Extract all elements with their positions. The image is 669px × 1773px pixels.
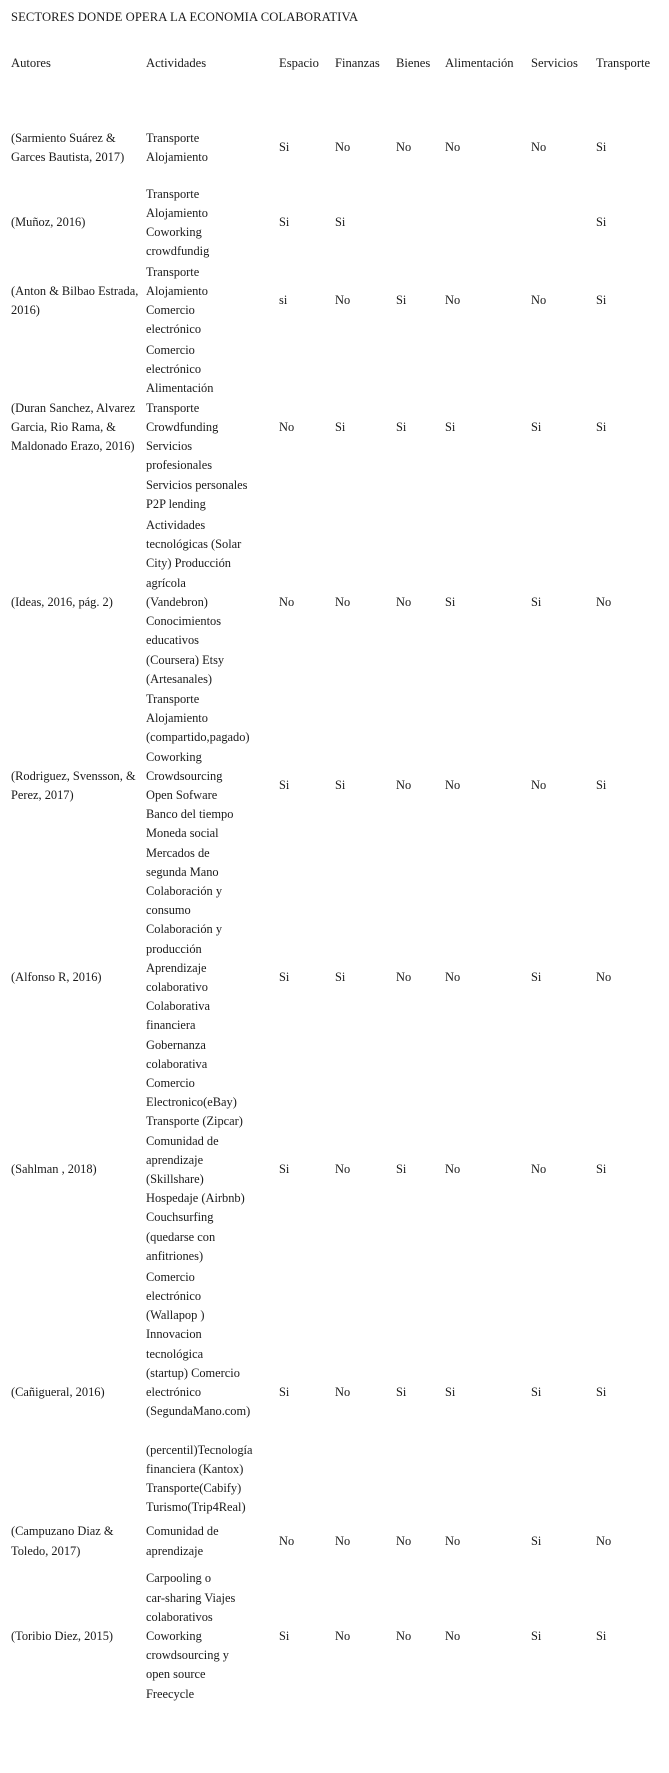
table-row <box>11 340 662 515</box>
servicios-cell: Si <box>531 1384 542 1399</box>
finanzas-cell: No <box>335 1162 351 1177</box>
espacio-cell: No <box>279 419 295 434</box>
author-cell: (Muñoz, 2016) <box>11 215 86 230</box>
alimentacion-cell: No <box>445 778 461 793</box>
sectors-table <box>11 56 662 1709</box>
alimentacion-cell: No <box>445 970 461 985</box>
finanzas-cell: No <box>335 140 351 155</box>
transporte-cell: Si <box>596 140 607 155</box>
finanzas-cell: Si <box>335 970 346 985</box>
servicios-cell <box>531 184 596 262</box>
transporte-cell: Si <box>596 778 607 793</box>
transporte-cell: Si <box>596 215 607 230</box>
servicios-cell: Si <box>531 1533 542 1548</box>
bienes-cell: No <box>396 1533 412 1548</box>
activities-cell: Transporte Alojamiento Coworking crowdfundig <box>146 186 210 259</box>
espacio-cell: No <box>279 594 295 609</box>
transporte-cell: No <box>596 594 612 609</box>
author-cell: (Alfonso R, 2016) <box>11 970 102 985</box>
bienes-cell: No <box>396 1628 412 1643</box>
author-cell: (Cañigueral, 2016) <box>11 1384 105 1399</box>
activities-cell: Transporte Alojamiento Comercio electrónico <box>146 264 208 337</box>
servicios-cell: No <box>531 293 547 308</box>
servicios-cell: No <box>531 778 547 793</box>
alimentacion-cell: No <box>445 293 461 308</box>
table-row <box>11 690 662 882</box>
espacio-cell: Si <box>279 970 290 985</box>
bienes-cell: No <box>396 970 412 985</box>
table-row <box>11 515 662 690</box>
author-cell: (Duran Sanchez, Alvarez Garcia, Rio Rama, & Maldonado Erazo, 2016) <box>11 400 136 454</box>
author-cell: (Sahlman , 2018) <box>11 1162 97 1177</box>
alimentacion-cell: Si <box>445 419 456 434</box>
activities-cell: Comercio electrónico Alimentación Transporte Crowdfunding Servicios profesionales Servicios personales P2P lending <box>146 343 248 511</box>
servicios-cell: Si <box>531 419 542 434</box>
espacio-cell: Si <box>279 1628 290 1643</box>
activities-cell: Colaboración y consumo Colaboración y producción Aprendizaje colaborativo Colaborativa financiera Gobernanza colaborativa <box>146 884 223 1071</box>
header-alimentacion: Alimentación <box>445 56 514 70</box>
author-cell: (Ideas, 2016, pág. 2) <box>11 594 113 609</box>
bienes-cell: Si <box>396 1384 407 1399</box>
table-row <box>11 262 662 340</box>
finanzas-cell: No <box>335 1384 351 1399</box>
header-espacio: Espacio <box>279 56 319 70</box>
espacio-cell: Si <box>279 215 290 230</box>
author-cell: (Toribio Diez, 2015) <box>11 1628 114 1643</box>
espacio-cell: Si <box>279 140 290 155</box>
espacio-cell: No <box>279 1533 295 1548</box>
activities-cell: Transporte Alojamiento <box>146 130 208 164</box>
servicios-cell: Si <box>531 970 542 985</box>
transporte-cell: Si <box>596 1162 607 1177</box>
espacio-cell: si <box>279 293 288 308</box>
header-finanzas: Finanzas <box>335 56 380 70</box>
finanzas-cell: Si <box>335 215 346 230</box>
transporte-cell: Si <box>596 293 607 308</box>
transporte-cell: No <box>596 1533 612 1548</box>
table-row <box>11 882 662 1074</box>
alimentacion-cell: No <box>445 1628 461 1643</box>
alimentacion-cell: No <box>445 1533 461 1548</box>
author-cell: (Rodriguez, Svensson, & Perez, 2017) <box>11 768 136 803</box>
transporte-cell: Si <box>596 419 607 434</box>
author-cell: (Sarmiento Suárez & Garces Bautista, 2017) <box>11 130 125 164</box>
bienes-cell: Si <box>396 1162 407 1177</box>
activities-cell: Actividades tecnológicas (Solar City) Producción agrícola (Vandebron) Conocimientos educativos (Coursera) Etsy (Artesanales) <box>146 518 242 686</box>
header-transporte: Transporte <box>596 56 651 70</box>
servicios-cell: Si <box>531 594 542 609</box>
header-row <box>11 56 662 112</box>
alimentacion-cell: No <box>445 1162 461 1177</box>
servicios-cell: Si <box>531 1628 542 1643</box>
alimentacion-cell: Si <box>445 1384 456 1399</box>
finanzas-cell: No <box>335 293 351 308</box>
servicios-cell: No <box>531 140 547 155</box>
transporte-cell: No <box>596 970 612 985</box>
table-row <box>11 1519 662 1564</box>
bienes-cell: No <box>396 594 412 609</box>
bienes-cell: Si <box>396 419 407 434</box>
table-row <box>11 184 662 262</box>
espacio-cell: Si <box>279 778 290 793</box>
alimentacion-cell: No <box>445 140 461 155</box>
table-row <box>11 1266 662 1519</box>
activities-cell: Comercio Electronico(eBay) Transporte (Zipcar) Comunidad de aprendizaje (Skillshare) Hospedaje (Airbnb) Couchsurfing (quedarse con anfitriones) <box>146 1076 245 1263</box>
espacio-cell: Si <box>279 1384 290 1399</box>
alimentacion-cell: Si <box>445 594 456 609</box>
author-cell: (Campuzano Diaz & Toledo, 2017) <box>11 1524 114 1558</box>
bienes-cell: No <box>396 140 412 155</box>
alimentacion-cell <box>445 184 531 262</box>
activities-cell: Carpooling o car-sharing Viajes colaborativos Coworking crowdsourcing y open source Freecycle <box>146 1571 236 1701</box>
activities-cell: Transporte Alojamiento (compartido,pagado) Coworking Crowdsourcing Open Sofware Banco del tiempo Moneda social Mercados de segunda Mano <box>146 692 250 879</box>
author-cell: (Anton & Bilbao Estrada, 2016) <box>11 283 139 317</box>
header-servicios: Servicios <box>531 56 578 70</box>
finanzas-cell: No <box>335 1533 351 1548</box>
table-row <box>11 1564 662 1709</box>
activities-cell: Comunidad de aprendizaje <box>146 1524 219 1558</box>
finanzas-cell: No <box>335 1628 351 1643</box>
header-bienes: Bienes <box>396 56 431 70</box>
bienes-cell <box>396 184 445 262</box>
header-actividades: Actividades <box>146 56 207 70</box>
table-row <box>11 1074 662 1266</box>
finanzas-cell: No <box>335 594 351 609</box>
servicios-cell: No <box>531 1162 547 1177</box>
finanzas-cell: Si <box>335 778 346 793</box>
finanzas-cell: Si <box>335 419 346 434</box>
table-row <box>11 112 662 184</box>
header-autores: Autores <box>11 56 51 70</box>
transporte-cell: Si <box>596 1628 607 1643</box>
document-title: SECTORES DONDE OPERA LA ECONOMIA COLABORATIVA <box>11 10 359 24</box>
espacio-cell: Si <box>279 1162 290 1177</box>
bienes-cell: Si <box>396 293 407 308</box>
transporte-cell: Si <box>596 1384 607 1399</box>
bienes-cell: No <box>396 778 412 793</box>
activities-cell: Comercio electrónico (Wallapop ) Innovacion tecnológica (startup) Comercio electrónico (SegundaMano.com) (percentil)Tecnología financiera (Kantox) Transporte(Cabify) Turismo(Trip4Real) <box>146 1269 253 1515</box>
